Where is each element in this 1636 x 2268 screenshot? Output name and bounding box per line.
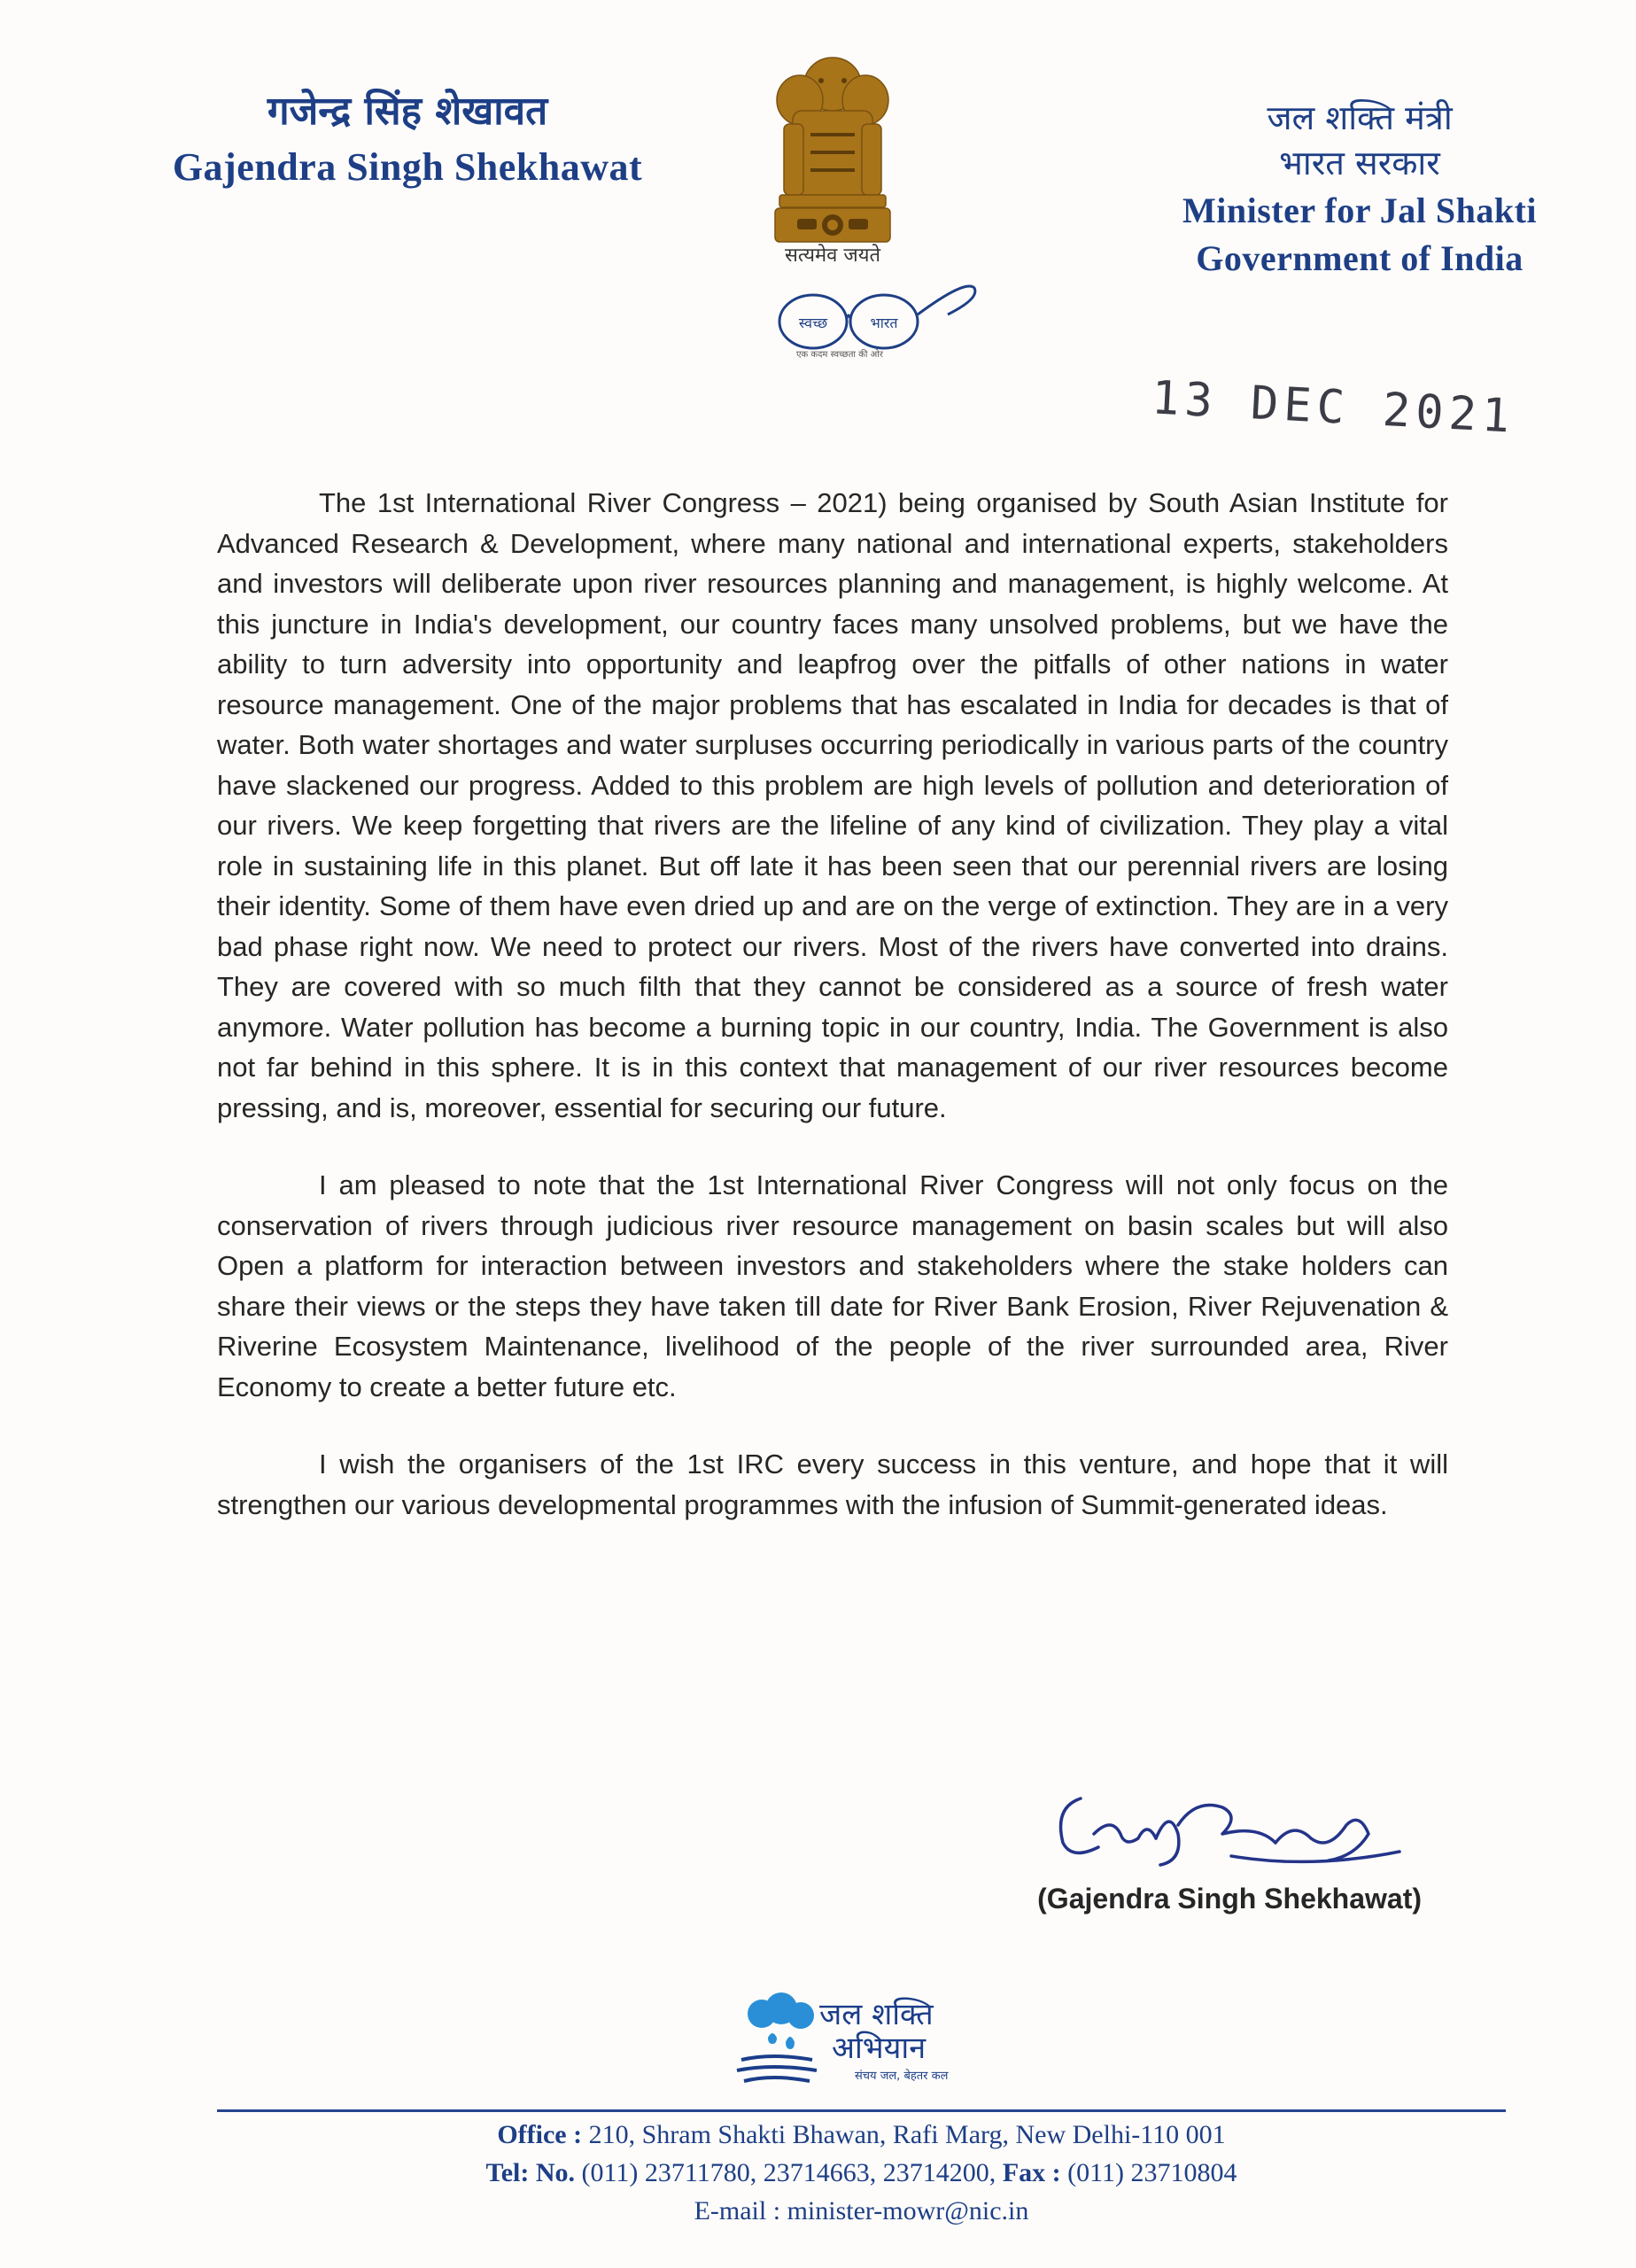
designation-hindi-2: भारत सरकार (1279, 144, 1440, 183)
designation-hindi-1: जल शक्ति मंत्री (1267, 98, 1453, 137)
body-paragraph-2: I am pleased to note that the 1st International River Congress will not only focus on the conservation of rivers through judicious river resource management on basin scales but will also Open a platform for interaction between investors and stakeholders where the stake holders can share their views or the steps they have taken till date for River Bank Erosion, River Rejuvenation & Riverine Ecosystem Maintenance, livelihood of the people of the river surrounded area, River Economy to create a better future etc. (217, 1169, 1448, 1402)
sender-name-hindi: गजेन्द्र सिंह शेखावत (267, 89, 548, 134)
email-label: E-mail : (694, 2196, 781, 2225)
signatory-name: (Gajendra Singh Shekhawat) (1037, 1883, 1422, 1915)
jal-shakti-abhiyan-wordmark (819, 1998, 948, 2083)
office-label: Office : (497, 2120, 583, 2149)
national-emblem-icon (757, 49, 908, 261)
footer-contact (217, 2116, 1506, 2230)
swachh-right-word: भारत (870, 315, 898, 331)
fax-label: Fax : (1002, 2158, 1061, 2187)
footer-email-line (217, 2192, 1506, 2230)
footer-tel-line (217, 2154, 1506, 2192)
designation-english-1: Minister for Jal Shakti (1182, 190, 1538, 230)
footer-office-line (217, 2116, 1506, 2154)
sender-name-english: Gajendra Singh Shekhawat (172, 144, 643, 189)
designation-english-2: Government of India (1196, 237, 1524, 278)
tel-label: Tel: No. (485, 2158, 576, 2187)
date-stamp: 13 DEC 2021 (1150, 371, 1516, 444)
emblem-motto: सत्यमेव जयते (784, 245, 881, 267)
footer-divider (217, 2109, 1506, 2112)
body-paragraph-3: I wish the organisers of the 1st IRC every success in this venture, and hope that it will strengthen our various developmental programmes with the infusion of Summit-generated ideas. (217, 1449, 1448, 1520)
jsa-line-2: अभियान (832, 2031, 927, 2066)
swachh-caption: एक कदम स्वच्छता की ओर (796, 350, 883, 360)
sender-name-block (133, 89, 682, 190)
handwritten-signature (1045, 1772, 1417, 1887)
designation-block (1160, 96, 1559, 283)
jsa-line-1: जल शक्ति (819, 1997, 934, 2032)
tel-numbers: (011) 23711780, 23714663, 23714200, (581, 2158, 996, 2187)
office-address: 210, Shram Shakti Bhawan, Rafi Marg, New Delhi-110 001 (588, 2120, 1226, 2149)
letter-body (217, 483, 1448, 1562)
jsa-tagline: संचय जल, बेहतर कल (855, 2070, 949, 2083)
email-address[interactable]: minister-mowr@nic.in (787, 2196, 1029, 2225)
swachh-left-word: स्वच्छ (798, 315, 828, 331)
fax-number: (011) 23710804 (1067, 2158, 1237, 2187)
body-paragraph-1: The 1st International River Congress – 2021) being organised by South Asian Institute for Advanced Research & Development, where many national and international experts, stakeholders and investors will deliberate upon river resources planning and management, is highly welcome. At this juncture in India's development, our country faces many unsolved problems, but we have the ability to turn adversity into opportunity and leapfrog over the pitfalls of other nations in water resource management. One of the major problems that has escalated in India for decades is that of water. Both water shortages and water surpluses occurring periodically in various parts of the country have slackened our progress. Added to this problem are high levels of pollution and deterioration of our rivers. We keep forgetting that rivers are the lifeline of any kind of civilization. They play a vital role in sustaining life in this planet. But off late it has been seen that our perennial rivers are losing their identity. Some of them have even dried up and are on the verge of extinction. They are in a very bad phase right now. We need to protect our rivers. Most of the rivers have converted into drains. They are covered with so much filth that they cannot be considered as a source of fresh water anymore. Water pollution has become a burning topic in our country, India. The Government is also not far behind in this sphere. It is in this context that management of our river resources become pressing, and is, moreover, essential for securing our future. (217, 487, 1448, 1123)
